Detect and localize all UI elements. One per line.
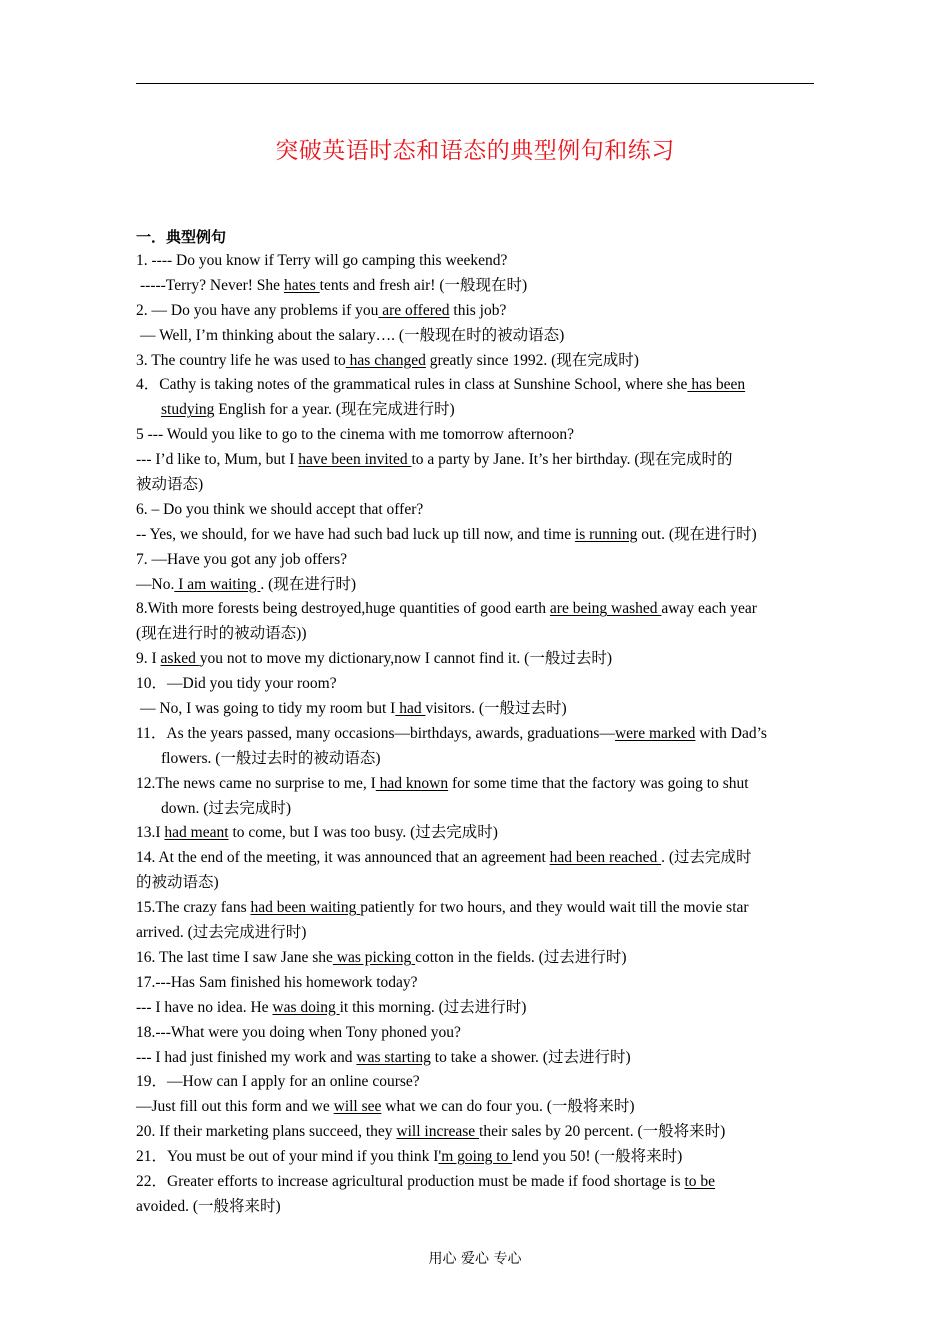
answer-underlined: have been invited: [298, 451, 412, 469]
sentence-line: [136, 1195, 816, 1220]
sentence-line: [136, 573, 816, 598]
sentence-line: [136, 1170, 816, 1195]
sentence-text: 13.I: [136, 824, 165, 842]
sentence-line: [136, 1120, 816, 1145]
sentence-text: down. (过去完成时): [161, 799, 292, 817]
sentence-text: -----Terry? Never! She: [140, 276, 284, 294]
sentence-text: 7. —Have you got any job offers?: [136, 550, 348, 568]
answer-underlined: had known: [375, 774, 449, 792]
sentence-text: 10．—Did you tidy your room?: [136, 675, 337, 693]
sentence-text: 18.---What were you doing when Tony phoned you?: [136, 1023, 461, 1041]
answer-underlined: was picking: [332, 948, 416, 966]
sentence-line: [136, 398, 816, 423]
sentence-line: [136, 523, 816, 548]
sentence-text: English for a year. (现在完成进行时): [214, 401, 455, 419]
sentence-line: [136, 1145, 816, 1170]
sentence-line: [136, 747, 816, 772]
header-rule: [136, 83, 814, 84]
answer-underlined: had been waiting: [250, 899, 361, 917]
answer-underlined: are offered: [378, 301, 450, 319]
sentence-text: with Dad’s: [695, 724, 767, 742]
answer-underlined: will increase: [396, 1123, 480, 1141]
sentence-text: 11．As the years passed, many occasions—birthdays, awards, graduations—: [136, 724, 615, 742]
answer-underlined: was starting: [356, 1048, 431, 1066]
sentence-line: [136, 349, 816, 374]
page-footer: 用心 爱心 专心: [428, 1251, 522, 1267]
sentence-line: [136, 772, 816, 797]
sentence-text: --- I’d like to, Mum, but I: [136, 451, 299, 469]
sentence-text: 2. — Do you have any problems if you: [136, 301, 379, 319]
sentence-text: — Well, I’m thinking about the salary…. (一般现在时的被动语态): [140, 326, 565, 344]
sentence-text: patiently for two hours, and they would wait till the movie star: [360, 899, 749, 917]
sentence-line: [136, 697, 816, 722]
sentence-text: out. (现在进行时): [637, 525, 757, 543]
sentence-text: their sales by 20 percent. (一般将来时): [479, 1123, 726, 1141]
answer-underlined: was doing: [272, 998, 340, 1016]
sentence-line: [136, 846, 816, 871]
sentence-line: [136, 722, 816, 747]
sentence-text: cotton in the fields. (过去进行时): [415, 948, 627, 966]
sentence-text: 20. If their marketing plans succeed, they: [136, 1123, 397, 1141]
sentence-text: lend you 50! (一般将来时): [512, 1148, 683, 1166]
sentence-text: visitors. (一般过去时): [425, 700, 567, 718]
sentence-line: [136, 871, 816, 896]
sentence-line: [136, 1021, 816, 1046]
answer-underlined: hates: [283, 276, 320, 294]
sentence-text: 15.The crazy fans: [136, 899, 251, 917]
sentence-line: [136, 373, 816, 398]
sentence-text: 的被动语态): [136, 874, 219, 892]
sentence-text: 19．—How can I apply for an online course?: [136, 1073, 420, 1091]
sentence-line: [136, 946, 816, 971]
answer-underlined: 'm going to: [438, 1148, 513, 1166]
sentence-text: for some time that the factory was going to shut: [448, 774, 749, 792]
answer-underlined: has changed: [345, 351, 426, 369]
sentence-text: (现在进行时的被动语态)): [136, 625, 307, 643]
sentence-text: 8.With more forests being destroyed,huge quantities of good earth: [136, 600, 550, 618]
sentence-line: [136, 971, 816, 996]
sentence-text: arrived. (过去完成进行时): [136, 924, 307, 942]
sentence-text: to come, but I was too busy. (过去完成时): [228, 824, 498, 842]
sentence-text: to a party by Jane. It’s her birthday. (现在完成时的: [411, 451, 733, 469]
sentence-text: . (过去完成时: [661, 849, 752, 867]
sentence-text: you not to move my dictionary,now I cannot find it. (一般过去时): [199, 650, 612, 668]
sentence-text: to take a shower. (过去进行时): [430, 1048, 631, 1066]
sentence-line: [136, 1095, 816, 1120]
sentence-text: . (现在进行时): [260, 575, 356, 593]
example-sentences: [136, 249, 816, 1220]
sentence-text: 9. I: [136, 650, 161, 668]
sentence-text: 1. ---- Do you know if Terry will go camping this weekend?: [136, 252, 508, 269]
sentence-text: 4．Cathy is taking notes of the grammatical rules in class at Sunshine School, where she: [136, 376, 688, 394]
sentence-text: 5 --- Would you like to go to the cinema with me tomorrow afternoon?: [136, 426, 574, 444]
sentence-text: —No.: [136, 575, 175, 593]
sentence-line: [136, 821, 816, 846]
sentence-text: 17.---Has Sam finished his homework today?: [136, 973, 418, 991]
sentence-line: [136, 1046, 816, 1071]
sentence-text: 6. – Do you think we should accept that offer?: [136, 500, 424, 518]
sentence-text: 22．Greater efforts to increase agricultural production must be made if food shortage is: [136, 1172, 685, 1190]
answer-underlined: were marked: [614, 724, 696, 742]
sentence-text: what we can do four you. (一般将来时): [381, 1098, 635, 1116]
sentence-text: --- I had just finished my work and: [136, 1048, 357, 1066]
sentence-text: 3. The country life he was used to: [136, 351, 346, 369]
sentence-line: [136, 448, 816, 473]
sentence-line: [136, 249, 816, 274]
sentence-text: —Just fill out this form and we: [136, 1098, 334, 1116]
sentence-line: [136, 622, 816, 647]
answer-underlined: had: [395, 700, 426, 718]
sentence-line: [136, 996, 816, 1021]
answer-underlined: had meant: [164, 824, 229, 842]
sentence-text: tents and fresh air! (一般现在时): [319, 276, 528, 294]
sentence-text: -- Yes, we should, for we have had such bad luck up till now, and time: [136, 525, 575, 543]
sentence-line: [136, 473, 816, 498]
sentence-line: [136, 797, 816, 822]
answer-underlined: I am waiting: [174, 575, 261, 593]
answer-underlined: are being washed: [549, 600, 662, 618]
sentence-line: [136, 498, 816, 523]
sentence-line: [136, 921, 816, 946]
answer-underlined: to be: [684, 1172, 716, 1190]
sentence-line: [136, 423, 816, 448]
sentence-line: [136, 597, 816, 622]
answer-underlined: asked: [160, 650, 200, 668]
sentence-text: away each year: [661, 600, 757, 618]
section-heading: 一．典型例句: [136, 228, 227, 246]
sentence-text: 14. At the end of the meeting, it was announced that an agreement: [136, 849, 550, 867]
sentence-line: [136, 324, 816, 349]
answer-underlined: is running: [574, 525, 638, 543]
answer-underlined: has been: [687, 376, 746, 394]
sentence-text: 16. The last time I saw Jane she: [136, 948, 333, 966]
sentence-line: [136, 1070, 816, 1095]
sentence-line: [136, 299, 816, 324]
sentence-text: greatly since 1992. (现在完成时): [425, 351, 639, 369]
sentence-text: 21．You must be out of your mind if you think I: [136, 1148, 439, 1166]
answer-underlined: will see: [333, 1098, 382, 1116]
answer-underlined: studying: [161, 401, 215, 419]
sentence-line: [136, 896, 816, 921]
sentence-line: [136, 647, 816, 672]
sentence-line: [136, 672, 816, 697]
sentence-text: — No, I was going to tidy my room but I: [140, 700, 396, 718]
sentence-text: 被动语态): [136, 476, 204, 494]
sentence-text: this job?: [449, 301, 507, 319]
answer-underlined: had been reached: [549, 849, 662, 867]
sentence-text: flowers. (一般过去时的被动语态): [161, 749, 381, 767]
document-title: 突破英语时态和语态的典型例句和练习: [275, 138, 675, 164]
sentence-text: avoided. (一般将来时): [136, 1197, 281, 1215]
sentence-text: it this morning. (过去进行时): [339, 998, 527, 1016]
sentence-line: [136, 548, 816, 573]
sentence-line: [136, 274, 816, 299]
sentence-text: 12.The news came no surprise to me, I: [136, 774, 376, 792]
sentence-text: --- I have no idea. He: [136, 998, 273, 1016]
